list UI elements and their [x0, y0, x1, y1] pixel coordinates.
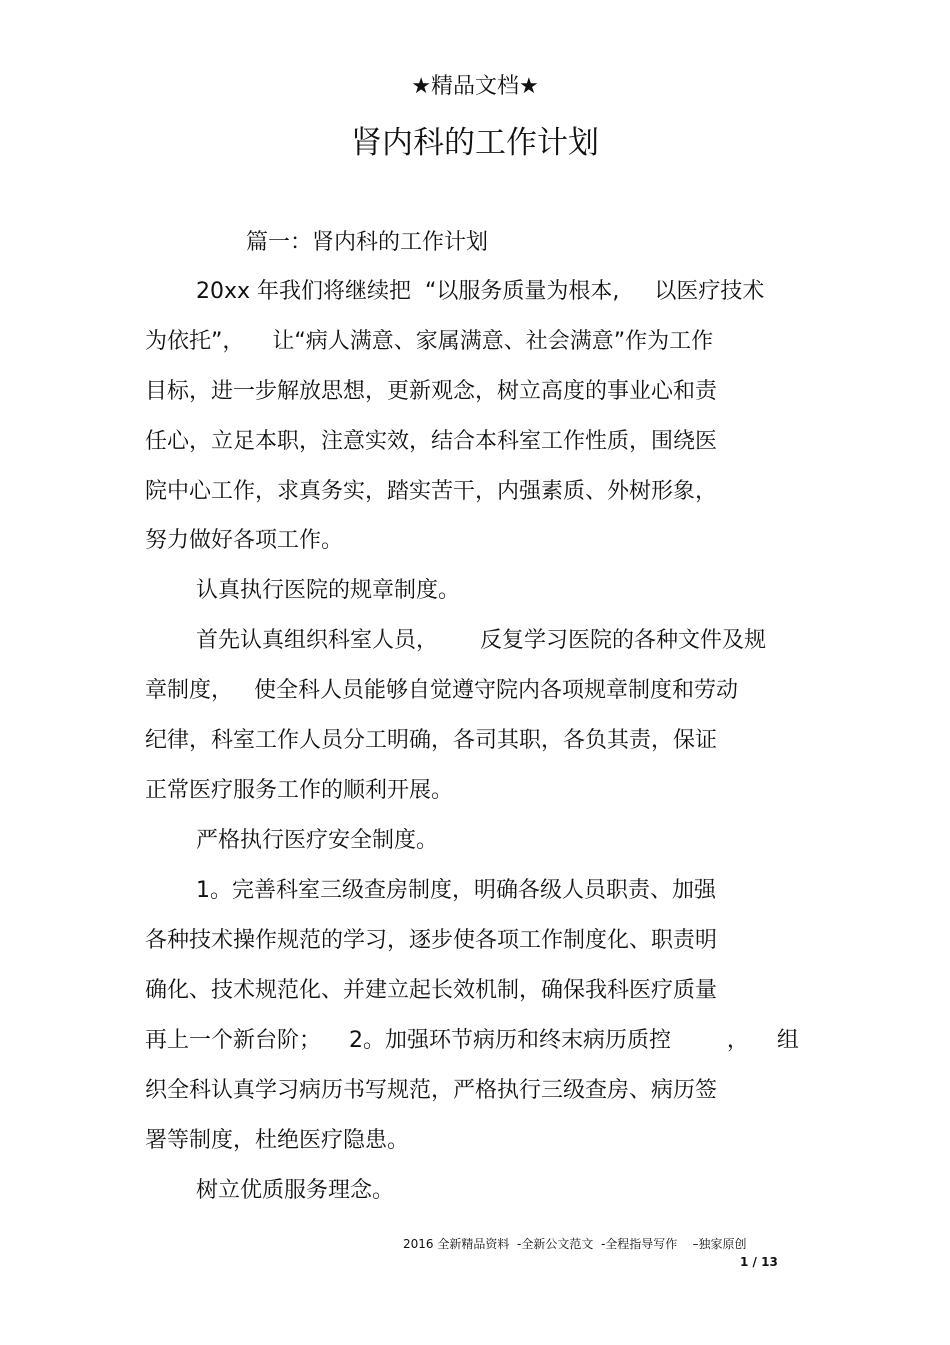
paragraph-line: 再上一个新台阶； 2。加强环节病历和终末病历质控 ， 组: [145, 1028, 799, 1053]
document-title: 肾内科的工作计划: [351, 125, 599, 161]
paragraph-line: 20xx 年我们将继续把 “以服务质量为根本, 以医疗技术: [196, 279, 765, 304]
header-banner: ★精品文档★: [411, 74, 539, 99]
paragraph-line: 章制度， 使全科人员能够自觉遵守院内各项规章制度和劳动: [145, 678, 738, 703]
paragraph-heading: 认真执行医院的规章制度。: [196, 578, 461, 603]
paragraph-line: 署等制度，杜绝医疗隐患。: [145, 1128, 410, 1153]
paragraph-heading: 严格执行医疗安全制度。: [196, 828, 439, 853]
paragraph-line: 织全科认真学习病历书写规范，严格执行三级查房、病历签: [145, 1078, 718, 1103]
paragraph-line: 为依托”， 让“病人满意、家属满意、社会满意”作为工作: [145, 329, 714, 354]
paragraph-line: 各种技术操作规范的学习，逐步使各项工作制度化、职责明: [145, 928, 718, 953]
page-number: 1 / 13: [740, 1255, 778, 1269]
paragraph-line: 确化、技术规范化、并建立起长效机制，确保我科医疗质量: [145, 978, 718, 1003]
paragraph-line: 正常医疗服务工作的顺利开展。: [145, 778, 454, 803]
paragraph-line: 目标，进一步解放思想，更新观念，树立高度的事业心和责: [145, 379, 718, 404]
paragraph-line: 努力做好各项工作。: [145, 528, 344, 553]
section-heading: 篇一：肾内科的工作计划: [246, 230, 489, 255]
paragraph-heading: 树立优质服务理念。: [196, 1178, 395, 1203]
footer-text: 2016 全新精品资料 -全新公文范文 -全程指导写作 –独家原创: [403, 1237, 747, 1251]
paragraph-line: 任心，立足本职，注意实效，结合本科室工作性质，围绕医: [145, 429, 718, 454]
paragraph-line: 纪律，科室工作人员分工明确，各司其职，各负其责，保证: [145, 728, 718, 753]
paragraph-line: 首先认真组织科室人员， 反复学习医院的各种文件及规: [196, 628, 766, 653]
paragraph-line: 1。完善科室三级查房制度，明确各级人员职责、加强: [196, 878, 716, 903]
paragraph-line: 院中心工作，求真务实，踏实苦干，内强素质、外树形象，: [145, 479, 718, 504]
